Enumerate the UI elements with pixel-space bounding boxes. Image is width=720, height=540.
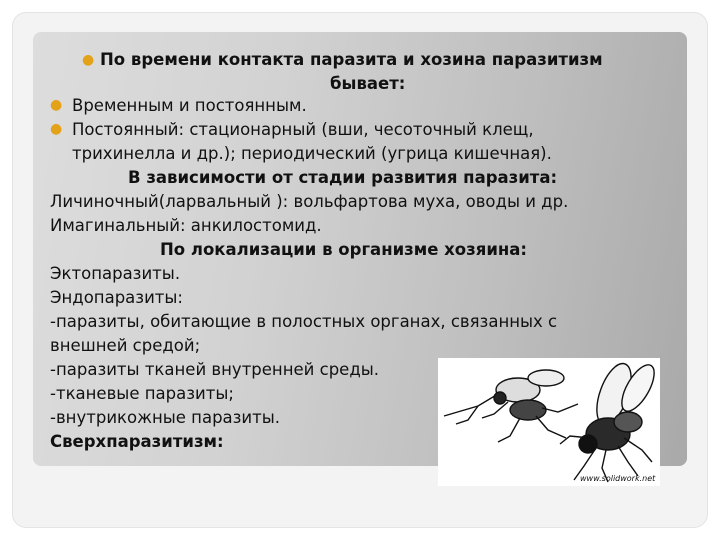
heading-contact-cont: бывает: (330, 74, 406, 93)
list-item: Постоянный: стационарный (вши, чесоточный клещ, (72, 120, 534, 139)
heading-hyperparasitism: Сверхпаразитизм: (50, 432, 224, 451)
bullet-icon: ● (82, 52, 95, 68)
heading-location: По локализации в организме хозяина: (160, 240, 528, 259)
text-line: внешней средой; (50, 336, 201, 355)
image-credit: www.solidwork.net (580, 474, 656, 483)
text-line: -внутрикожные паразиты. (50, 408, 281, 427)
list-item-cont: трихинелла и др.); периодический (угрица кишечная). (72, 144, 552, 163)
text-line: Эндопаразиты: (50, 288, 183, 307)
text-line: -паразиты тканей внутренней среды. (50, 360, 380, 379)
text-line: -паразиты, обитающие в полостных органах, связанных с (50, 312, 558, 331)
text-line: -тканевые паразиты; (50, 384, 234, 403)
insects-drawing (438, 358, 660, 486)
text-line: Эктопаразиты. (50, 264, 181, 283)
heading-contact: По времени контакта паразита и хозина паразитизм (100, 50, 603, 69)
bullet-icon: ● (50, 121, 63, 137)
bullet-icon: ● (50, 97, 63, 113)
list-item: Временным и постоянным. (72, 96, 307, 115)
text-line: Имагинальный: анкилостомид. (50, 216, 322, 235)
text-line: Личиночный(ларвальный ): вольфартова муха, оводы и др. (50, 192, 569, 211)
heading-stage: В зависимости от стадии развития паразита: (128, 168, 558, 187)
insects-illustration (438, 358, 660, 486)
